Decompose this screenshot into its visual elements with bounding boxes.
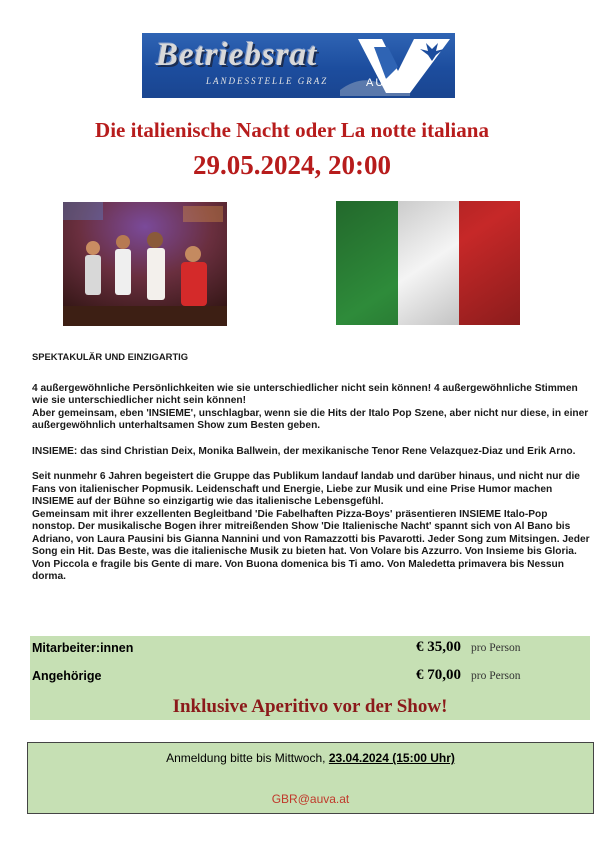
registration-box — [27, 742, 594, 814]
betriebsrat-wordmark: Betriebsrat — [156, 37, 318, 73]
registration-email-link[interactable]: GBR@auva.at — [271, 792, 350, 806]
price-value-employees: € 35,00 — [416, 639, 461, 655]
event-description — [32, 351, 592, 584]
price-value-relatives: € 70,00 — [416, 667, 461, 683]
banner-subline: LANDESSTELLE GRAZ — [206, 76, 329, 86]
header-banner — [142, 33, 455, 98]
description-paragraph: Aber gemeinsam, eben 'INSIEME', unschlagbar, wenn sie die Hits der Italo Pop Szene, aber nicht nur diese, in einer außergewöhnlich unterhaltsamen Show zum Besten geben. — [32, 407, 589, 431]
description-paragraph: 4 außergewöhnliche Persönlichkeiten wie sie unterschiedlicher nicht sein können! 4 außergewöhnliche Stimmen wie sie unterschiedlicher nicht sein können! — [32, 382, 578, 406]
price-label-relatives: Angehörige — [32, 669, 102, 683]
band-photo — [63, 202, 227, 326]
auva-label: AUVA — [366, 77, 404, 89]
price-label-employees: Mitarbeiter:innen — [32, 641, 134, 655]
price-unit-employees: pro Person — [471, 642, 521, 654]
description-paragraph: Seit nunmehr 6 Jahren begeistert die Gruppe das Publikum landauf landab und darüber hinaus, und nicht nur die Fans von italienischer Popmusik. Leidenschaft und Energie, Liebe zur Musik und eine Prise Humor machen INSIEME auf der Bühne so einzigartig wie das italienische Lebensgefühl. — [32, 471, 580, 507]
italian-flag — [336, 201, 520, 325]
band-performance-image — [63, 202, 227, 326]
registration-text: Anmeldung bitte bis Mittwoch, — [166, 751, 326, 765]
description-heading: SPEKTAKULÄR UND EINZIGARTIG — [32, 351, 189, 362]
description-paragraph: Gemeinsam mit ihrer exzellenten Begleitband 'Die Fabelhaften Pizza-Boys' präsentieren INSIEME Italo-Pop nonstop. Der musikalische Bogen ihrer mitreißenden Show 'Die Italienische Nacht' spannt sich von Al Bano bis Adriano, von Laura Pausini bis Gianna Nannini und von Ramazzotti bis Pavarotti. Jeder Song zum Mitsingen. Jeder Song ein Hit. Das Beste, was die italienische Musik zu bieten hat. Von Volare bis Azzurro. Von Insieme bis Gloria. Von Piccola e fragile bis Gente di mare. Von Buona domenica bis Ti amo. Von Maledetta primavera bis Nessun dorma. — [32, 508, 590, 582]
event-datetime: 29.05.2024, 20:00 — [193, 150, 391, 180]
registration-line — [28, 751, 593, 765]
pricing-box — [30, 636, 590, 720]
aperitivo-highlight: Inklusive Aperitivo vor der Show! — [172, 696, 448, 717]
description-paragraph: INSIEME: das sind Christian Deix, Monika Ballwein, der mexikanische Tenor Rene Velazquez-Diaz und Erik Arno. — [32, 445, 576, 457]
event-title: Die italienische Nacht oder La notte italiana — [95, 118, 489, 142]
price-unit-relatives: pro Person — [471, 670, 521, 682]
italian-flag-image — [336, 201, 520, 325]
registration-deadline: 23.04.2024 (15:00 Uhr) — [328, 751, 455, 765]
